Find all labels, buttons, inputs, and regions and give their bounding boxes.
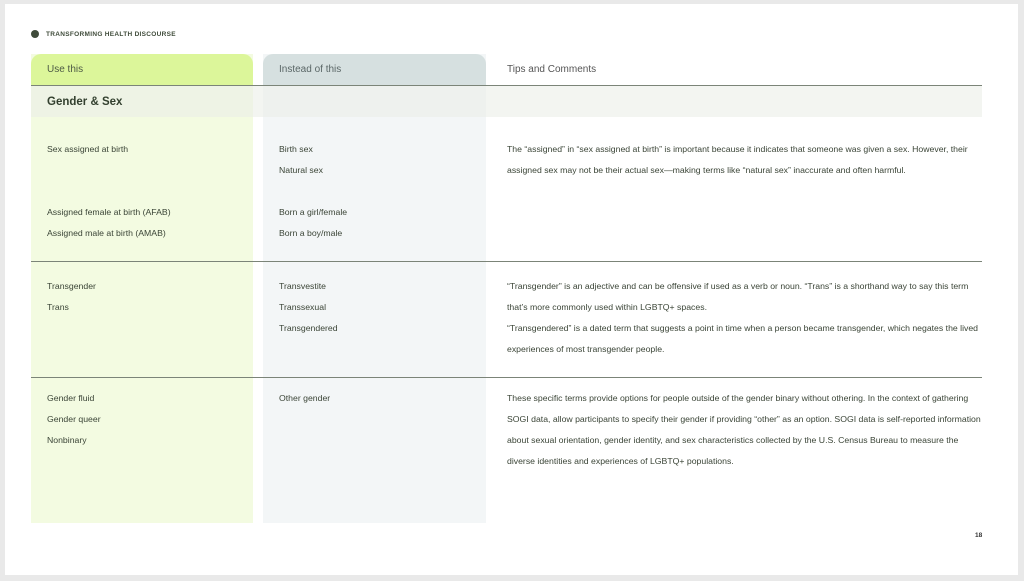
use-column-header: Use this: [47, 64, 84, 75]
tip-paragraph: “Transgender” is an adjective and can be offensive if used as a verb or noun. “Trans” is a shorthand way to say this term that’s more commonly used within LGBTQ+ spaces.: [507, 281, 969, 312]
instead-term: Born a girl/female: [279, 207, 348, 217]
use-term: Gender fluid: [47, 393, 95, 403]
row-3-use-cell: [47, 388, 101, 451]
section-title: Gender & Sex: [47, 96, 123, 108]
instead-term: [279, 181, 347, 202]
document-header: [31, 30, 176, 38]
row-divider: [31, 377, 982, 378]
use-term: Nonbinary: [47, 435, 87, 445]
use-term: [47, 181, 171, 202]
instead-term: Transgendered: [279, 323, 338, 333]
use-term: Gender queer: [47, 414, 101, 424]
instead-term: Born a boy/male: [279, 228, 343, 238]
row-3-tips-cell: [507, 388, 982, 472]
use-term: Assigned female at birth (AFAB): [47, 207, 171, 217]
bullet-dot-icon: [31, 30, 39, 38]
page-number: 18: [975, 532, 983, 539]
instead-column-header: Instead of this: [279, 64, 342, 75]
row-divider: [31, 261, 982, 262]
instead-term: Transvestite: [279, 281, 326, 291]
instead-term: Birth sex: [279, 144, 313, 154]
section-band: [31, 86, 982, 117]
row-1-use-cell: [47, 139, 171, 244]
use-term: Transgender: [47, 281, 96, 291]
header-label: TRANSFORMING HEALTH DISCOURSE: [46, 30, 176, 38]
instead-term: Other gender: [279, 393, 331, 403]
row-2-tips-cell: [507, 276, 982, 360]
row-3-instead-cell: [279, 388, 330, 409]
use-term: [47, 160, 171, 181]
use-term: Trans: [47, 302, 69, 312]
tip-paragraph: The “assigned” in “sex assigned at birth” is important because it indicates that someone was given a sex. However, their assigned sex may not be their actual sex—making terms like “natural sex” inaccurate and often harmful.: [507, 144, 968, 175]
use-term: Assigned male at birth (AMAB): [47, 228, 166, 238]
tip-paragraph: These specific terms provide options for people outside of the gender binary without othering. In the context of gathering SOGI data, allow participants to specify their gender if providing “other” as an option. SOGI data is self-reported information about sexual orientation, gender identity, and sex characteristics collected by the U.S. Census Bureau to measure the diverse identities and experiences of LGBTQ+ populations.: [507, 393, 981, 466]
row-2-instead-cell: [279, 276, 338, 339]
tips-column-header: Tips and Comments: [507, 64, 597, 75]
row-2-use-cell: [47, 276, 96, 318]
row-1-tips-cell: [507, 139, 982, 181]
instead-term: Natural sex: [279, 165, 323, 175]
use-term: Sex assigned at birth: [47, 144, 129, 154]
instead-term: Transsexual: [279, 302, 326, 312]
row-1-instead-cell: [279, 139, 347, 244]
tip-paragraph: “Transgendered” is a dated term that suggests a point in time when a person became transgender, which negates the lived experiences of most transgender people.: [507, 323, 979, 354]
